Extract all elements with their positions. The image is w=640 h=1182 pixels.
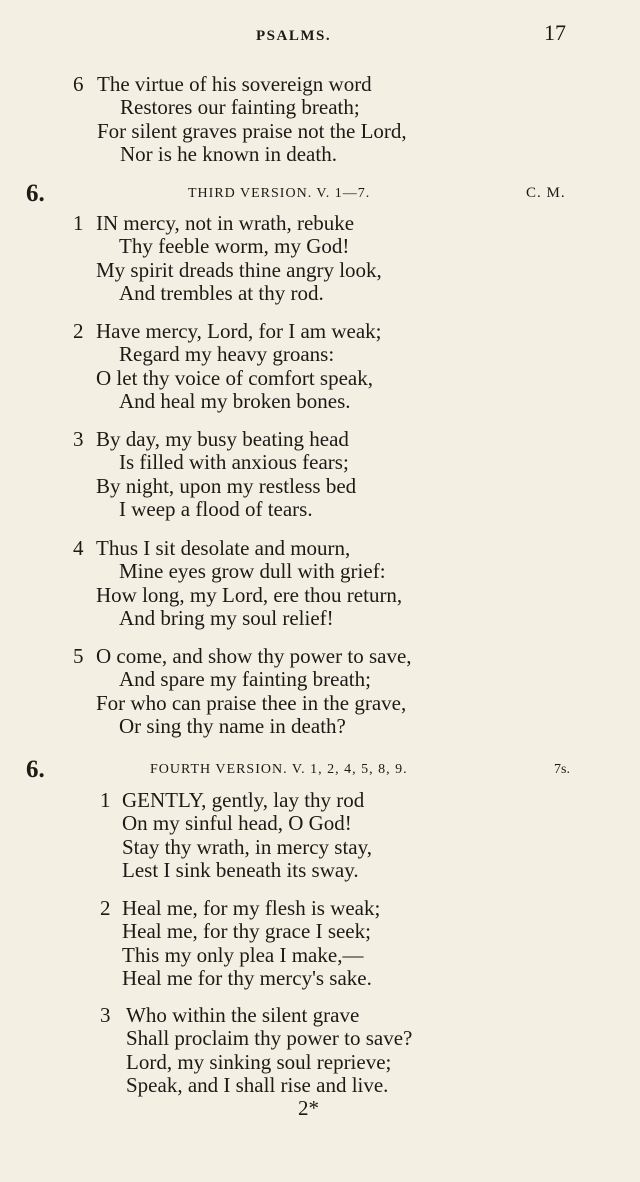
verse-number: 3: [100, 1003, 111, 1027]
verse-line: The virtue of his sovereign word: [97, 72, 372, 96]
verse-line: By day, my busy beating head: [96, 427, 349, 451]
verse-number: 6: [73, 72, 84, 96]
verse-line: And trembles at thy rod.: [119, 281, 324, 305]
psalm-number: 6.: [26, 180, 45, 207]
running-title: PSALMS.: [256, 28, 332, 44]
verse-number: 2: [73, 319, 84, 343]
verse-line: IN mercy, not in wrath, rebuke: [96, 211, 355, 235]
verse-line: Speak, and I shall rise and live.: [126, 1073, 389, 1097]
verse-line: Lest I sink beneath its sway.: [122, 858, 359, 882]
verse-line: By night, upon my restless bed: [96, 474, 357, 498]
version-title: THIRD VERSION. V. 1—7.: [188, 186, 371, 201]
verse-line: Stay thy wrath, in mercy stay,: [122, 835, 373, 859]
meter-label: 7s.: [554, 762, 570, 777]
verse-line: Who within the silent grave: [126, 1003, 360, 1027]
verse-number: 4: [73, 536, 84, 560]
verse-line: Is filled with anxious fears;: [119, 450, 349, 474]
verse-line: Heal me, for thy grace I seek;: [122, 919, 371, 943]
verse-number: 5: [73, 644, 84, 668]
verse-line: Shall proclaim thy power to save?: [126, 1026, 413, 1050]
verse-line: How long, my Lord, ere thou return,: [96, 583, 403, 607]
verse-line: On my sinful head, O God!: [122, 811, 352, 835]
verse-line: Thus I sit desolate and mourn,: [96, 536, 351, 560]
verse-number: 2: [100, 896, 111, 920]
version-title: FOURTH VERSION. V. 1, 2, 4, 5, 8, 9.: [150, 762, 408, 777]
verse-line: Lord, my sinking soul reprieve;: [126, 1050, 392, 1074]
verse-line: Have mercy, Lord, for I am weak;: [96, 319, 382, 343]
verse-line: For silent graves praise not the Lord,: [97, 119, 407, 143]
verse-line: And bring my soul relief!: [119, 606, 334, 630]
verse-number: 3: [73, 427, 84, 451]
verse-line: Nor is he known in death.: [120, 142, 337, 166]
verse-line: Regard my heavy groans:: [119, 342, 335, 366]
psalm-number: 6.: [26, 756, 45, 783]
verse-line: And spare my fainting breath;: [119, 667, 371, 691]
verse-line: Mine eyes grow dull with grief:: [119, 559, 386, 583]
verse-line: Restores our fainting breath;: [120, 95, 360, 119]
verse-line: This my only plea I make,—: [122, 943, 364, 967]
verse-line: O let thy voice of comfort speak,: [96, 366, 373, 390]
verse-line: GENTLY, gently, lay thy rod: [122, 788, 365, 812]
verse-line: And heal my broken bones.: [119, 389, 351, 413]
verse-line: O come, and show thy power to save,: [96, 644, 412, 668]
verse-line: Heal me, for my flesh is weak;: [122, 896, 381, 920]
verse-line: Or sing thy name in death?: [119, 714, 346, 738]
verse-line: Thy feeble worm, my God!: [119, 234, 350, 258]
meter-label: C. M.: [526, 185, 566, 201]
verse-line: I weep a flood of tears.: [119, 497, 313, 521]
verse-number: 1: [100, 788, 111, 812]
verse-number: 1: [73, 211, 84, 235]
signature-mark: 2*: [298, 1096, 319, 1120]
verse-line: For who can praise thee in the grave,: [96, 691, 407, 715]
verse-line: My spirit dreads thine angry look,: [96, 258, 382, 282]
page-number: 17: [544, 20, 566, 45]
verse-line: Heal me for thy mercy's sake.: [122, 966, 372, 990]
